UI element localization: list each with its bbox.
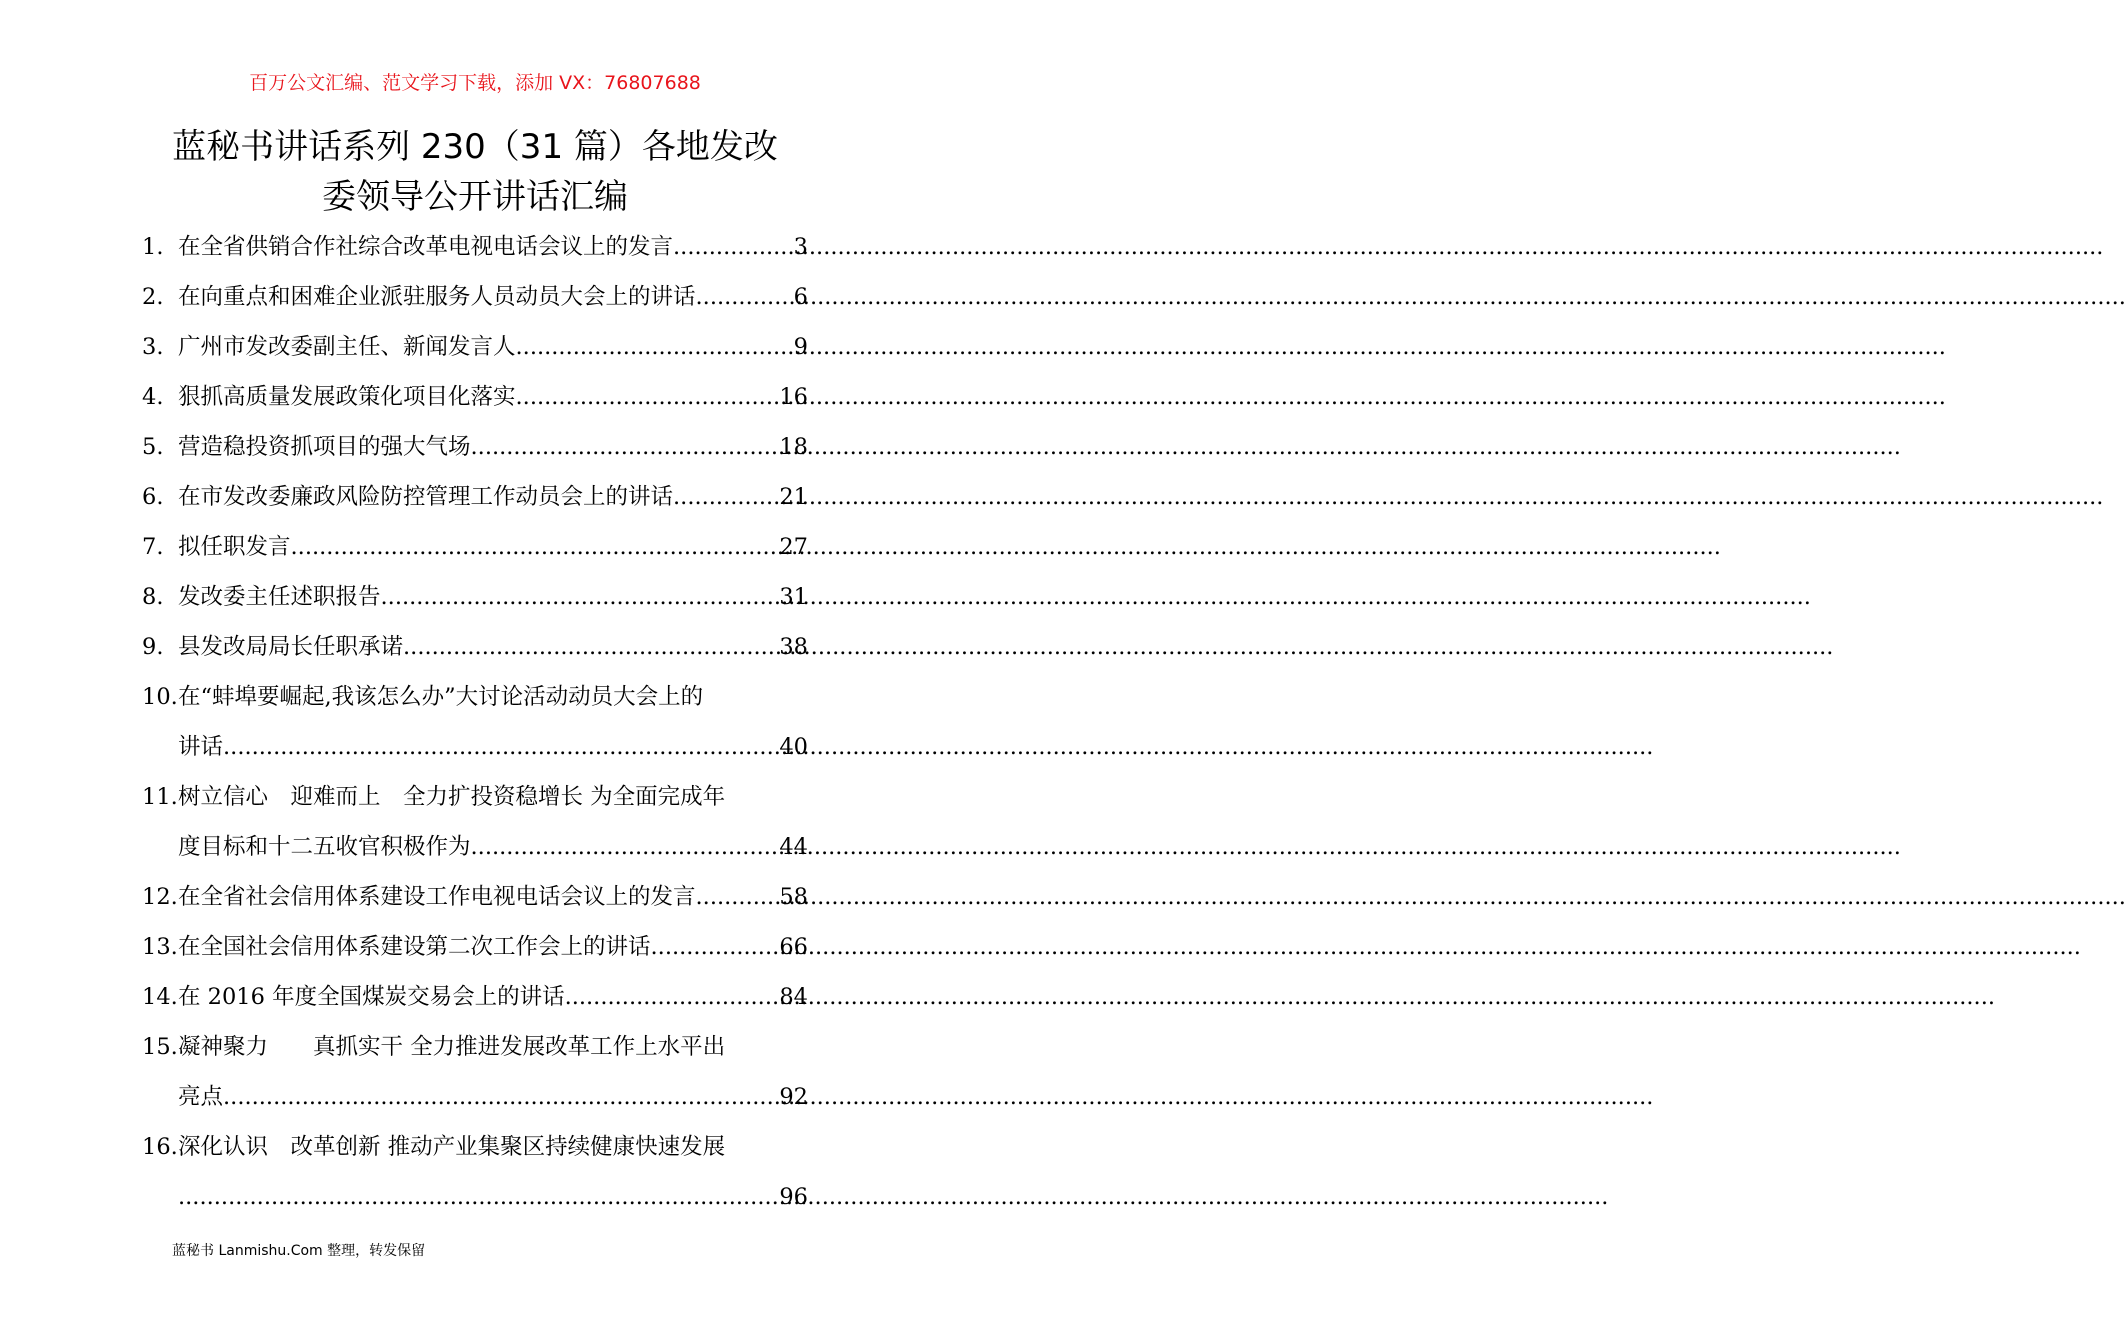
toc-page-number: 9	[793, 334, 808, 360]
toc-leader-dots	[696, 272, 794, 322]
toc-entry-continuation[interactable]	[142, 1172, 808, 1222]
toc-number: 16.	[142, 1134, 178, 1160]
toc-leader-dots	[381, 572, 780, 622]
toc-title: 广州市发改委副主任、新闻发言人	[178, 334, 516, 360]
toc-leader-dots	[178, 1172, 779, 1222]
table-of-contents	[142, 222, 808, 1222]
toc-entry[interactable]	[142, 872, 808, 922]
toc-entry[interactable]	[142, 472, 808, 522]
toc-title: 狠抓高质量发展政策化项目化落实	[178, 384, 516, 410]
toc-leader-dots	[471, 822, 780, 872]
toc-page-number: 16	[779, 384, 808, 410]
toc-entry[interactable]	[142, 1022, 808, 1072]
toc-page-number: 6	[793, 284, 808, 310]
toc-title-line-2: 度目标和十二五收官积极作为	[178, 834, 471, 860]
title-line-1: 蓝秘书讲话系列 230（31 篇）各地发改	[172, 127, 778, 167]
toc-leader-dots	[565, 972, 780, 1022]
toc-number: 1.	[142, 234, 164, 260]
toc-leader-dots	[291, 522, 780, 572]
toc-title-line-2: 亮点	[178, 1084, 224, 1110]
toc-entry[interactable]	[142, 522, 808, 572]
toc-page-number: 21	[779, 484, 808, 510]
toc-leader-dots	[696, 872, 780, 922]
toc-number: 2.	[142, 284, 164, 310]
toc-page-number: 58	[779, 884, 808, 910]
toc-entry[interactable]	[142, 222, 808, 272]
toc-leader-dots	[651, 922, 780, 972]
toc-title: 县发改局局长任职承诺	[178, 634, 404, 660]
toc-entry[interactable]	[142, 572, 808, 622]
toc-number: 15.	[142, 1034, 178, 1060]
toc-page-number: 66	[779, 934, 808, 960]
toc-leader-dots	[223, 1072, 779, 1122]
footer-note: 蓝秘书 Lanmishu.Com 整理，转发保留	[172, 1243, 426, 1259]
header-banner: 百万公文汇编、范文学习下载，添加 VX：76807688	[249, 72, 701, 94]
toc-page-number: 31	[779, 584, 808, 610]
toc-title: 在市发改委廉政风险防控管理工作动员会上的讲话	[178, 484, 674, 510]
toc-title: 在 2016 年度全国煤炭交易会上的讲话	[178, 984, 565, 1010]
toc-entry-continuation[interactable]	[142, 1072, 808, 1122]
toc-title-line-2: 讲话	[178, 734, 224, 760]
toc-entry[interactable]	[142, 772, 808, 822]
toc-number: 4.	[142, 384, 164, 410]
toc-page-number: 84	[779, 984, 808, 1010]
toc-title: 在全省社会信用体系建设工作电视电话会议上的发言	[178, 884, 696, 910]
toc-number: 3.	[142, 334, 164, 360]
toc-page-number: 27	[779, 534, 808, 560]
toc-entry-continuation[interactable]	[142, 722, 808, 772]
toc-leader-dots	[403, 622, 779, 672]
toc-title: 营造稳投资抓项目的强大气场	[178, 434, 471, 460]
toc-number: 9.	[142, 634, 164, 660]
toc-entry[interactable]	[142, 672, 808, 722]
toc-number: 13.	[142, 934, 178, 960]
toc-leader-dots	[516, 322, 794, 372]
toc-number: 7.	[142, 534, 164, 560]
toc-title: 在全国社会信用体系建设第二次工作会上的讲话	[178, 934, 651, 960]
toc-entry[interactable]	[142, 272, 808, 322]
toc-leader-dots	[673, 472, 779, 522]
toc-entry[interactable]	[142, 372, 808, 422]
toc-page-number: 3	[793, 234, 808, 260]
toc-title: 发改委主任述职报告	[178, 584, 381, 610]
toc-page-number: 18	[779, 434, 808, 460]
document-title	[0, 122, 950, 222]
toc-page-number: 38	[779, 634, 808, 660]
toc-leader-dots	[673, 222, 794, 272]
toc-entry[interactable]	[142, 422, 808, 472]
toc-number: 11.	[142, 784, 178, 810]
toc-leader-dots	[223, 722, 779, 772]
toc-number: 14.	[142, 984, 178, 1010]
toc-entry[interactable]	[142, 972, 808, 1022]
toc-title: 在全省供销合作社综合改革电视电话会议上的发言	[178, 234, 674, 260]
toc-number: 10.	[142, 684, 178, 710]
toc-page-number: 40	[779, 734, 808, 760]
toc-title: 拟任职发言	[178, 534, 291, 560]
toc-entry[interactable]	[142, 622, 808, 672]
toc-title-line-1: 深化认识 改革创新 推动产业集聚区持续健康快速发展	[178, 1134, 726, 1160]
toc-leader-dots	[471, 422, 780, 472]
toc-page-number: 92	[779, 1084, 808, 1110]
toc-number: 5.	[142, 434, 164, 460]
toc-leader-dots	[516, 372, 780, 422]
toc-title-line-1: 树立信心 迎难而上 全力扩投资稳增长 为全面完成年	[178, 784, 726, 810]
toc-number: 12.	[142, 884, 178, 910]
title-line-2: 委领导公开讲话汇编	[322, 177, 628, 217]
toc-entry[interactable]	[142, 922, 808, 972]
toc-entry-continuation[interactable]	[142, 822, 808, 872]
toc-entry[interactable]	[142, 1122, 808, 1172]
toc-page-number: 44	[779, 834, 808, 860]
toc-number: 6.	[142, 484, 164, 510]
toc-title: 在向重点和困难企业派驻服务人员动员大会上的讲话	[178, 284, 696, 310]
toc-title-line-1: 凝神聚力 真抓实干 全力推进发展改革工作上水平出	[178, 1034, 726, 1060]
toc-entry[interactable]	[142, 322, 808, 372]
toc-page-number: 96	[779, 1184, 808, 1210]
toc-number: 8.	[142, 584, 164, 610]
toc-title-line-1: 在“蚌埠要崛起,我该怎么办”大讨论活动动员大会上的	[178, 684, 704, 710]
